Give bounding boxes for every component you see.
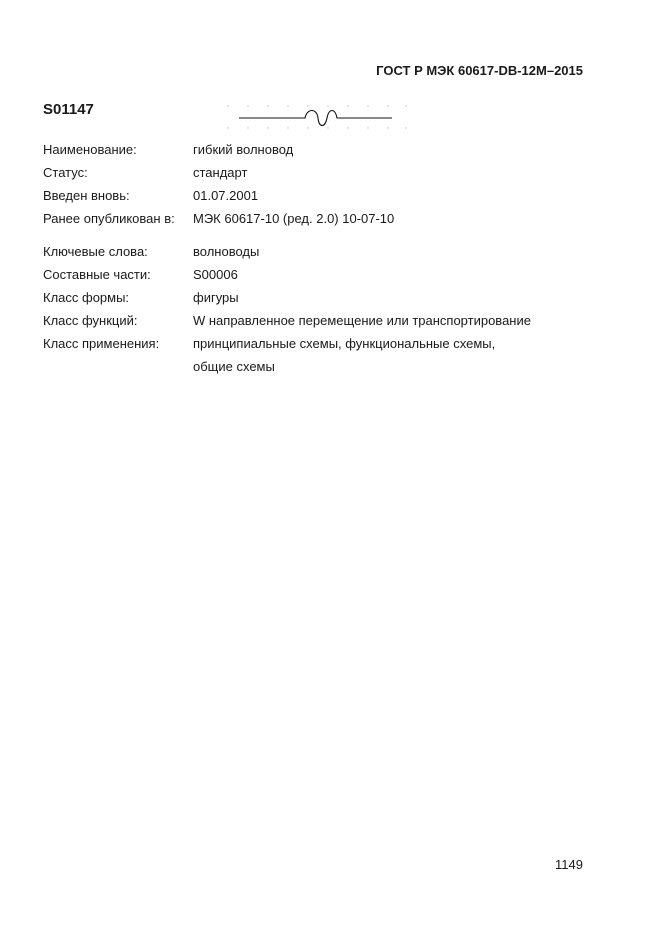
field-value: общие схемы <box>193 359 275 374</box>
symbol-code: S01147 <box>43 101 94 118</box>
field-value: гибкий волновод <box>193 142 294 157</box>
field-label: Ключевые слова: <box>43 244 148 259</box>
field-label: Ранее опубликован в: <box>43 211 175 226</box>
page-number: 1149 <box>555 857 583 872</box>
field-value: 01.07.2001 <box>193 188 259 203</box>
field-label: Класс применения: <box>43 336 160 351</box>
field-label: Введен вновь: <box>43 188 130 203</box>
field-value: МЭК 60617-10 (ред. 2.0) 10-07-10 <box>193 211 395 226</box>
flexible-waveguide-symbol-icon <box>225 100 410 135</box>
field-value: стандарт <box>193 165 248 180</box>
field-value: S00006 <box>193 267 238 282</box>
field-label: Наименование: <box>43 142 137 157</box>
standard-header: ГОСТ Р МЭК 60617-DB-12M–2015 <box>376 63 583 78</box>
field-value: фигуры <box>193 290 239 305</box>
field-label: Класс функций: <box>43 313 138 328</box>
field-label: Класс формы: <box>43 290 130 305</box>
field-value: волноводы <box>193 244 260 259</box>
field-label: Составные части: <box>43 267 151 282</box>
field-value: W направленное перемещение или транспортирование <box>193 313 531 328</box>
field-value: принципиальные схемы, функциональные схемы, <box>193 336 496 351</box>
field-label: Статус: <box>43 165 88 180</box>
